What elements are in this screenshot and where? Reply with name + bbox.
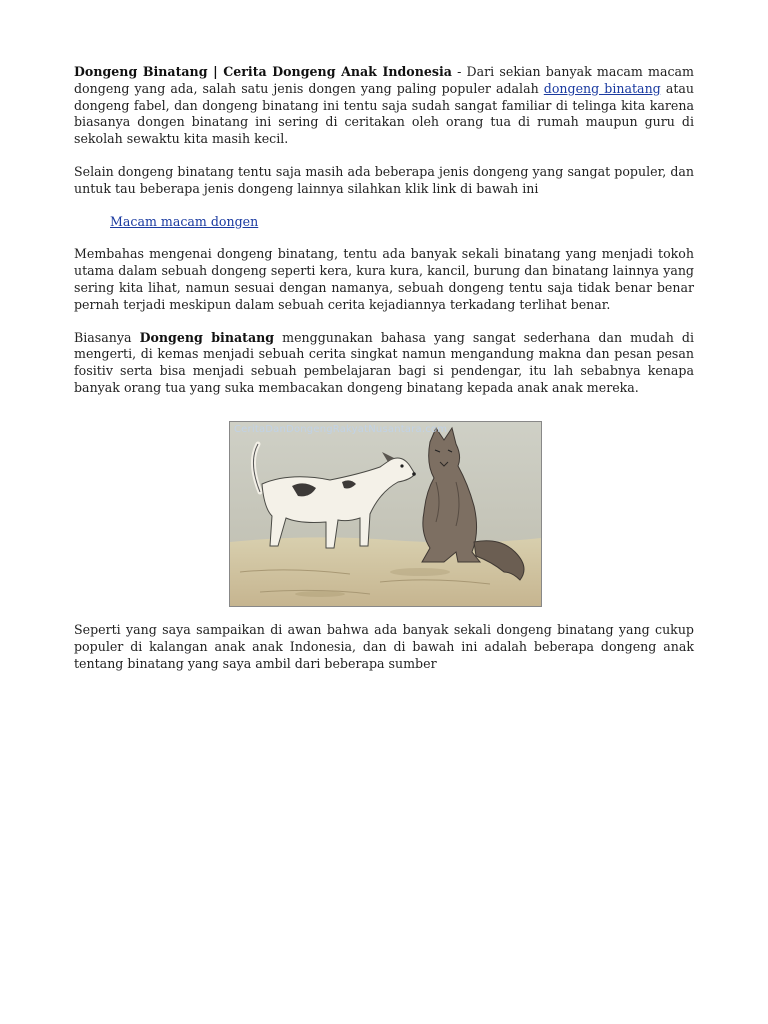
- intro-text-2: atau dongeng fabel, dan dongeng binatang ini tentu saja sudah sangat familiar di telinga kita karena biasanya dongen binatang ini sering di ceritakan oleh orang tua di rumah maupun guru di sekolah sewaktu kita masih kecil.: [74, 80, 695, 147]
- other-types-paragraph: Selain dongeng binatang tentu saja masih ada beberapa jenis dongeng yang sangat populer, dan untuk tau beberapa jenis dongeng lainnya silahkan klik link di bawah ini: [74, 163, 694, 196]
- dongeng-binatang-link[interactable]: dongeng binatang: [543, 80, 661, 96]
- closing-paragraph: Seperti yang saya sampaikan di awan bahwa ada banyak sekali dongeng binatang yang cukup populer di kalangan anak anak Indonesia, dan di bawah ini adalah beberapa dongeng anak tentang binatang yang saya ambil dari beberapa sumber: [74, 622, 694, 671]
- document-body: [74, 64, 694, 413]
- image-watermark: CeritaDanDongengRakyatNusantara.com: [234, 424, 448, 435]
- language-text-1: Biasanya: [74, 329, 140, 345]
- intro-text-1: - Dari sekian banyak macam macam dongeng yang ada, salah satu jenis dongen yang paling populer adalah: [74, 64, 695, 96]
- dog-and-wolf-illustration: [229, 421, 542, 607]
- language-bold: Dongeng binatang: [139, 329, 275, 345]
- intro-paragraph: [74, 64, 694, 148]
- illustration-svg: [230, 422, 541, 606]
- language-paragraph: [74, 330, 694, 397]
- intro-title: Dongeng Binatang | Cerita Dongeng Anak Indonesia: [74, 64, 452, 79]
- animals-paragraph: Membahas mengenai dongeng binatang, tentu ada banyak sekali binatang yang menjadi tokoh utama dalam sebuah dongeng seperti kera, kura kura, kancil, burung dan binatang lainnya yang sering kita lihat, namun sesuai dengan namanya, sebuah dongeng tentu saja tidak benar benar pernah terjadi meskipun dalam sebuah cerita kejadiannya terkadang terlihat benar.: [74, 246, 694, 312]
- language-text-2: menggunakan bahasa yang sangat sederhana dan mudah di mengerti, di kemas menjadi sebuah cerita singkat namun mengandung makna dan pesan pesan fositiv serta bisa menjadi sebuah pembelajaran bagi si pendengar, itu lah sebabnya kenapa banyak orang tua yang suka membacakan dongeng binatang kepada anak anak mereka.: [74, 329, 695, 395]
- macam-macam-dongen-link[interactable]: Macam macam dongen: [110, 213, 259, 229]
- macam-link-line: [110, 214, 694, 231]
